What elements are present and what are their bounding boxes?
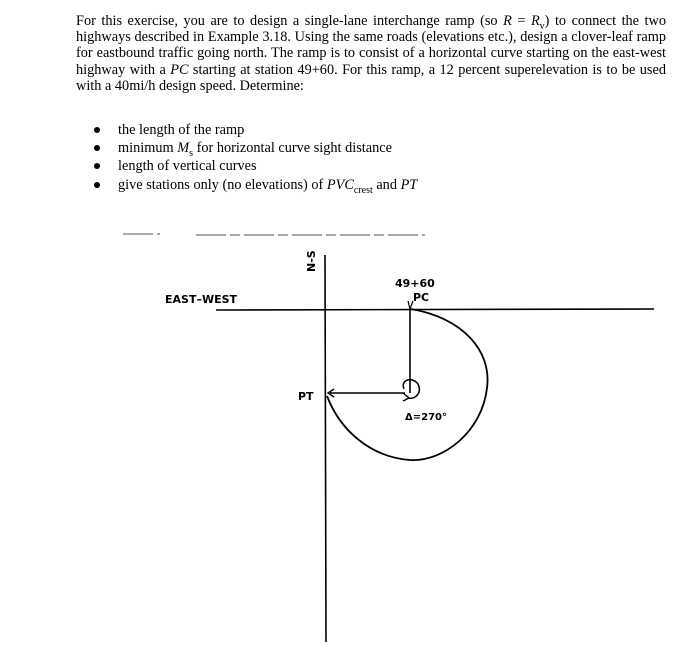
task-text: and [372,176,401,193]
east-west-highway [216,309,654,310]
r-variable: R [503,13,512,29]
pt-variable: PT [400,176,418,193]
pc-label: PC [413,291,430,304]
problem-text-3: starting at station 49+60. For this ramp, a 12 percent superelevation is to be used with a 40mi/h design speed. Determine: [76,61,666,94]
faint-guide-line [123,234,425,235]
task-text: minimum [118,140,178,157]
rv-variable: R [530,13,540,29]
rv-subscript: v [539,20,545,32]
east-west-label: EAST–WEST [165,293,238,306]
pt-label: PT [298,390,314,403]
problem-text-1: For this exercise, you are to design a single-lane interchange ramp (so [76,13,504,29]
task-text: for horizontal curve sight distance [193,140,392,157]
pvc-subscript: crest [353,184,373,196]
angle-arrow-icon [403,393,409,401]
pvc-variable: PVC [326,176,354,193]
ms-variable: M [177,140,190,157]
task-text: give stations only (no elevations) of [118,176,327,193]
ms-subscript: s [189,148,194,160]
problem-text-2: ) to connect the two highways described in Example 3.18. Using the same roads (elevations etc.), design a clover-leaf ramp for eastbound traffic going north. The ramp is to consist of a horizontal curve starting on the east-west highway with a [76,13,666,78]
north-south-highway [325,255,326,642]
station-label: 49+60 [395,277,435,290]
pc-variable: PC [170,61,189,78]
equals-sign: = [511,13,531,29]
central-angle-label: Δ=270° [405,412,447,423]
task-text: length of vertical curves [118,158,257,175]
north-south-label: N-S [305,250,318,272]
clover-leaf-ramp-curve [327,309,488,460]
task-text: the length of the ramp [118,122,245,138]
